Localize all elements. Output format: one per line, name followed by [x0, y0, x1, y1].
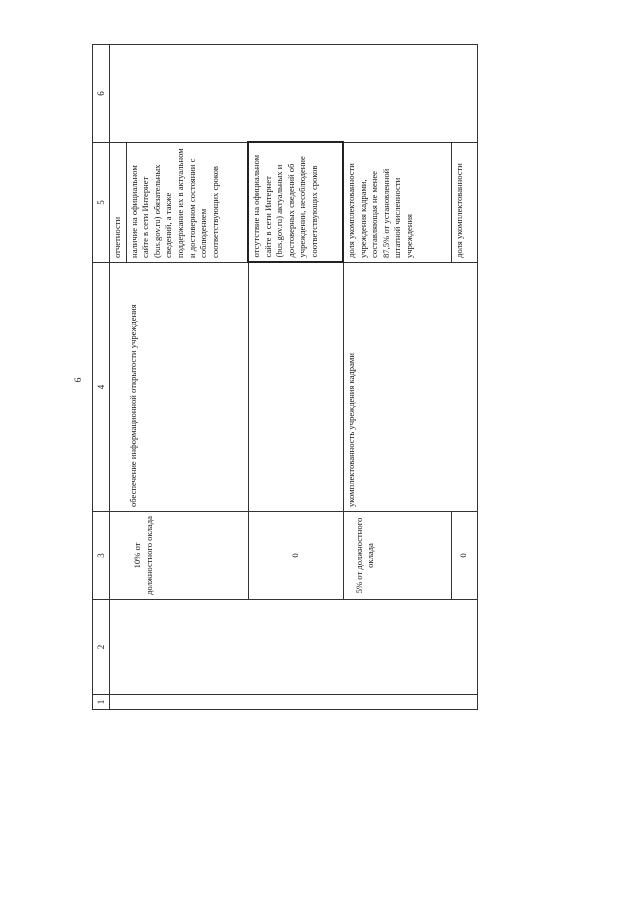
header-cell: 5 [93, 143, 110, 263]
cell-col1 [110, 695, 478, 710]
cell-col3-value: 0 [451, 512, 477, 600]
cell-col5-indicator: наличие на официальном сайте в сети Интернет (bus.gov.ru) обязательных сведений, а также поддержание их в актуальном и достоверном состоянии с соблюдением соответствующих сроков [126, 143, 248, 263]
cell-col5-indicator: доля укомплектованности учреждения кадрами, составляющая не менее 87,5% от установленной штатной численности учреждения [343, 143, 451, 263]
cell-col4-criterion: обеспечение информационной открытости учреждения [126, 263, 248, 512]
cell-col5-indicator: доля укомплектованности [451, 143, 477, 263]
cell-col4-empty [248, 263, 343, 512]
cell-col3-value: 5% от должностного оклада [343, 512, 451, 600]
cell-col4-criterion: укомплектованность учреждения кадрами [343, 263, 451, 512]
cell-col6 [110, 45, 478, 143]
cell-col5-indicator: отсутствие на официальном сайте в сети Интернет (bus.gov.ru) актуальных и достоверных сведений об учреждении, несоблюдение соответствующих сроков [248, 143, 343, 263]
cell-col4-empty [451, 263, 477, 512]
page-number: 6 [74, 377, 84, 383]
header-cell: 4 [93, 263, 110, 512]
criteria-table [92, 44, 478, 710]
header-cell: 6 [93, 45, 110, 143]
cell-col5: отчетности [110, 143, 127, 263]
header-cell: 1 [93, 695, 110, 710]
cell-col3-value: 0 [248, 512, 343, 600]
header-cell: 3 [93, 512, 110, 600]
cell-col2 [110, 600, 478, 695]
rotated-page-content [92, 45, 597, 710]
table-header-row [93, 45, 110, 710]
cell-col4 [110, 263, 127, 512]
cell-col3 [110, 512, 127, 600]
table-row [110, 45, 127, 710]
header-cell: 2 [93, 600, 110, 695]
cell-col3-value: 10% от должностного оклада [126, 512, 248, 600]
